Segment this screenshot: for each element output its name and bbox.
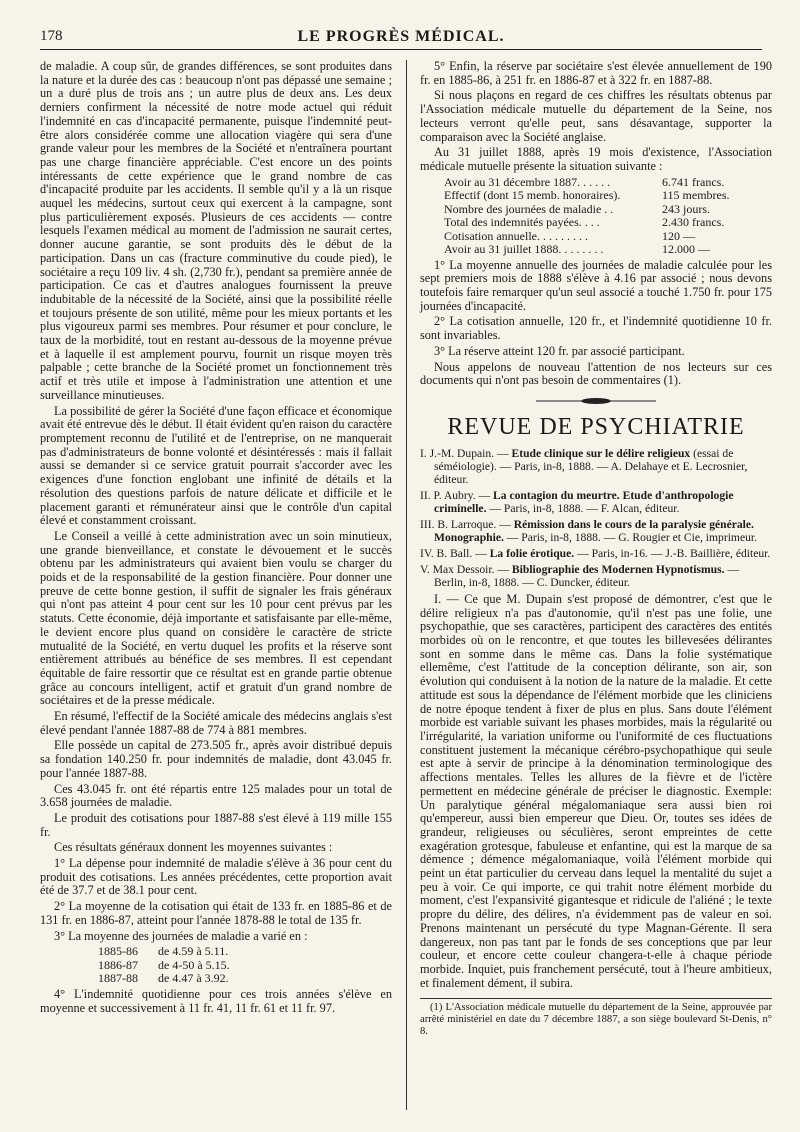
stat-value: 120 — (662, 228, 695, 243)
value-cell: de 4.59 à 5.11. (158, 944, 229, 959)
paragraph: 2° La cotisation annuelle, 120 fr., et l'indemnité quotidienne 10 fr. sont invariables. (420, 314, 772, 343)
paragraph: Ces 43.045 fr. ont été répartis entre 125 malades pour un total de 3.658 journées de maladie. (40, 781, 392, 810)
year-cell: 1886-87 (98, 957, 138, 972)
paragraph: 4° L'indemnité quotidienne pour ces trois années s'élève en moyenne et successivement à 11 fr. 41, 11 fr. 61 et 11 fr. 97. (40, 986, 392, 1015)
entry-publisher: — Berlin, in-8, 1888. — C. Duncker, éditeur. (434, 562, 740, 589)
entry-author: B. Larroque. (437, 517, 497, 531)
bibliography-entry: I. J.-M. Dupain. — Etude clinique sur le délire religieux (essai de séméiologie). — Paris, in-8, 1888. — A. Delahaye et E. Lecrosnier, éditeur. (420, 446, 748, 486)
paragraph: I. — Ce que M. Dupain s'est proposé de démontrer, c'est que le délire religieux n'a pas d'autonomie, qu'il n'est pas une folie, une psychopathie, que ses caractères, participent des caractères des entités morbides où on le rencontre, et que toutes les billevesées délirantes sont en somme dans le même cas. Dans la folie systématique ellemême, c'est l'attitude de la conception délirante, son air, son évolution qui conduisent à la notion de la nature de la maladie. Et cette attitude est sous la dépendance de l'élément morbide que les cliniciens de notre époque tendent à fixer de plus en plus. Sans doute l'élément morbide est variable suivant les phases morbides, mais la régularité ou l'irrégularité, la variation uniforme ou l'uniformité de ces fluctuations constituent justement la mécanique cérébro-psychopathique qui seule est apte à servir de principe à la dénomination terminologique des affections mentales. Telles les allures de la fièvre et de l'ictère permettent en médecine générale de préciser le diagnostic. Exemple: Un paralytique général mégalomaniaque sera aussi bien roi qu'empereur, aussi bien empereur que Dieu. Or, toutes ses idées de grandeur, religieuses ou séculières, seront empreintes de cette exagération grotesque, fabuleuse et enfantine, qui est la marque de sa démence ; démence mégalomaniaque, voilà l'élément morbide qui peint un état particulier du cerveau dans lequel la mentalité du sujet a peu à voir. Ce qui importe, ce qui trahit notre élément morbide du moment, c'est l'expansivité gigantesque et ridicule de l'aliéné ; le texte propre du délire, des délires, n'a évidemment pas de valeur en soi. Prenons maintenant un persécuté du type Magnan-Gérente. Il sera dangereux, non pas tant par le fonds de ses conceptions que par leur couleur, et encore cette couleur changera-t-elle à chaque période morbide. Inquiet, puis franchement persécuté, tout à l'heure ambitieux, et finalement dément, il subira. (420, 591, 772, 990)
entry-publisher: (essai de séméiologie). — Paris, in-8, 1888. — A. Delahaye et E. Lecrosnier, éditeur. (434, 446, 748, 486)
column-separator (406, 60, 407, 1110)
paragraph: Si nous plaçons en regard de ces chiffres les résultats obtenus par l'Association médicale mutuelle du département de la Seine, nos lecteurs verront qu'elle peut, sans désavantage, supporter la comparaison avec la Société anglaise. (420, 88, 772, 144)
year-cell: 1885-86 (98, 944, 138, 959)
entry-publisher: — Paris, in-8, 1888. — F. Alcan, éditeur. (489, 501, 680, 515)
bibliography-entry: IV. B. Ball. — La folie érotique. — Paris, in-16. — J.-B. Baillière, éditeur. (420, 546, 771, 560)
entry-number: IV. (420, 546, 434, 560)
table-row (98, 959, 392, 973)
paragraph: 3° La réserve atteint 120 fr. par associé participant. (434, 343, 685, 358)
entry-publisher: — Paris, in-8, 1888. — G. Rougier et Cie, imprimeur. (506, 530, 758, 544)
duration-table (98, 945, 392, 986)
paragraph: 3° La moyenne des journées de maladie a varié en : (54, 928, 308, 943)
paragraph: Elle possède un capital de 273.505 fr., après avoir distribué depuis sa fondation 140.250 fr. pour indemnités de maladie, dont 43.045 fr. pour l'année 1887-88. (40, 738, 392, 780)
stat-value: 2.430 francs. (662, 215, 725, 230)
stat-label: Effectif (dont 15 memb. honoraires). (444, 188, 621, 203)
entry-title: La contagion du meurtre. Etude d'anthropologie criminelle. (434, 488, 734, 515)
table-row (444, 176, 772, 190)
stat-value: 12.000 — (662, 242, 710, 257)
statistics-table (444, 176, 772, 257)
ornament-icon (536, 397, 656, 405)
entry-number: V. (420, 562, 430, 576)
entry-number: III. (420, 517, 435, 531)
section-title: REVUE DE PSYCHIATRIE (447, 413, 745, 440)
table-row (98, 972, 392, 986)
paragraph: Ces résultats généraux donnent les moyennes suivantes : (54, 840, 333, 855)
stat-label: Total des indemnités payées. . . . (444, 215, 600, 230)
paragraph: Au 31 juillet 1888, après 19 mois d'existence, l'Association médicale mutuelle présente la situation suivante : (420, 145, 772, 173)
paragraph: 1° La moyenne annuelle des journées de maladie calculée pour les sept premiers mois de 1888 s'élève à 4.16 par associé ; nous devons toutefois faire remarquer qu'un seul associé a touché 1.750 fr. pour 175 journées d'incapacité. (420, 257, 772, 313)
paragraph: 5° Enfin, la réserve par sociétaire s'est élevée annuellement de 190 fr. en 1885-86, à 251 fr. en 1886-87 et à 322 fr. en 1887-88. (420, 59, 772, 87)
table-row (444, 189, 772, 203)
left-column (40, 60, 392, 1017)
entry-title: Etude clinique sur le délire religieux (511, 446, 691, 460)
year-cell: 1887-88 (98, 971, 138, 986)
stat-value: 115 membres. (662, 188, 730, 203)
table-row (444, 203, 772, 217)
paragraph: La possibilité de gérer la Société d'une façon efficace et économique avait été entrevue dès le début. Il était évident qu'en raison du caractère promptement reconnu de l'utilité et de l'entreprise, on ne manquerait pas d'administrateurs de bonne volonté et désintéressés : mais il fallait aussi se demander si ce service gratuit pourrait s'accorder avec les exigences d'une fonction englobant une infinité de détails et la résolution des questions parfois de nature délicate et difficile et le placement garanti et rémunérateur ainsi que le contrôle d'un capital élevé et constamment croissant. (40, 403, 392, 528)
paragraph: Nous appelons de nouveau l'attention de nos lecteurs sur ces documents qui n'ont pas besoin de commentaires (1). (420, 359, 772, 388)
stat-label: Avoir au 31 décembre 1887. . . . . . (444, 174, 611, 189)
journal-title: LE PROGRÈS MÉDICAL. (297, 28, 505, 45)
paragraph: En résumé, l'effectif de la Société amicale des médecins anglais s'est élevé pendant l'année 1887-88 de 774 à 881 membres. (40, 709, 392, 737)
table-row (444, 216, 772, 230)
paragraph: Le Conseil a veillé à cette administration avec un soin minutieux, une grande bienveillance, et constate le dévouement et le succès obtenu par les administrateurs qui avaient bien voulu se charger du poids et de la responsabilité de la gestion financière. Pour donner une preuve de cette bonne gestion, il suffit de signaler les frais généraux qui n'ont pas atteint 4 pour cent sur les 10 pour cent prévus par les statuts. Cette économie, déjà importante et satisfaisante par elle-même, le devient encore plus quand on considère le caractère de stricte mutualité de la Société, en vertu duquel les profits et la réserve sont entièrement attribués au bénéfice de ses membres. Il est cependant équitable de faire ressortir que ce résultat est en grande partie obtenue grâce au concours intelligent, actif et gratuit d'un grand nombre de sociétaires et de la presse médicale. (40, 528, 392, 708)
entry-author: Max Dessoir. (432, 562, 495, 576)
entry-title: Rémission dans le cours de la paralysie générale. Monographie. (434, 517, 754, 544)
paragraph: Le produit des cotisations pour 1887-88 s'est élevé à 119 mille 155 fr. (40, 810, 392, 839)
header-rule (40, 49, 762, 50)
page-number: 178 (40, 28, 63, 44)
entry-title: Bibliographie des Modernen Hypnotismus. (511, 562, 725, 576)
table-row (444, 243, 772, 257)
entry-author: B. Ball. (436, 546, 473, 560)
stat-label: Cotisation annuelle. . . . . . . . . (444, 228, 588, 243)
footnote: (1) L'Association médicale mutuelle du département de la Seine, approuvée par arrêté ministériel en date du 7 décembre 1887, a son siège boulevard St-Denis, n° 8. (420, 1002, 772, 1038)
value-cell: de 4.47 à 3.92. (158, 971, 229, 986)
entry-title: La folie érotique. (489, 546, 575, 560)
right-column (420, 60, 772, 1038)
paragraph: 2° La moyenne de la cotisation qui était de 133 fr. en 1885-86 et de 131 fr. en 1886-87, atteint pour l'année 1878-88 le total de 135 fr. (40, 899, 392, 927)
footnote-rule (420, 998, 772, 999)
page-header (40, 28, 762, 48)
value-cell: de 4-50 à 5.15. (158, 957, 230, 972)
bibliography-entry: V. Max Dessoir. — Bibliographie des Modernen Hypnotismus. — Berlin, in-8, 1888. — C. Duncker, éditeur. (420, 562, 740, 589)
bibliography-entry: II. P. Aubry. — La contagion du meurtre. Etude d'anthropologie criminelle. — Paris, in-8, 1888. — F. Alcan, éditeur. (420, 488, 734, 515)
table-row (98, 945, 392, 959)
ornament-divider (420, 394, 772, 410)
entry-number: I. (420, 446, 427, 460)
entry-author: P. Aubry. (433, 488, 476, 502)
stat-value: 243 jours. (662, 201, 710, 216)
paragraph: de maladie. A coup sûr, de grandes différences, se sont produites dans la nature et la durée des cas : beaucoup n'ont pas dépassé une semaine ; un a duré plus de trois ans ; un autre plus de deux ans. Les deux derniers confirment la nécessité de notre mode actuel qui réduit l'indemnité en cas d'incapacité permanente, puisque l'indemnité peut-être alors considérée comme une allocation viagère qui sera d'une grande valeur pour les membres de la Société et n'entraînera pourtant pas une charge financière appréciable. C'est encore un des points intéressants de cette expérience que le grand nombre de cas d'incapacité produite par les accidents. Il semble qu'il y a là un risque auquel les médecins, surtout ceux qui exercent à la campagne, sont plus particulièrement exposés. Plusieurs de ces accidents — contre lesquels l'examen médical au moment de l'admission ne saurait certes, donner aucune garantie, se sont produits dès le début de la participation. Dans un cas (fracture comminutive du coude pied), le sociétaire a reçu 109 liv. 4 sh. (2,730 fr.), pendant sa première année de participation. Ce cas et d'autres analogues fournissent la preuve indubitable de la nécessité de la Société, ainsi que la possibilité réelle et toujours présente de son utilité, même pour les mieux portants et les plus vigoureux parmi ses membres. Pour résumer et pour conclure, le taux de la morbidité, tout en restant au-dessous de la moyenne prévue et à laquelle il est amplement pourvu, fournit un risque moyen très palpable ; cette branche de la Société promet un fonctionnement très actif et très utile et impose à l'administration une attention et une surveillance minutieuses. (40, 59, 392, 402)
table-row (444, 230, 772, 244)
bibliography-entry: III. B. Larroque. — Rémission dans le cours de la paralysie générale. Monographie. — Paris, in-8, 1888. — G. Rougier et Cie, imprimeur. (420, 517, 758, 544)
entry-author: J.-M. Dupain. (429, 446, 495, 460)
stat-label: Nombre des journées de maladie . . (444, 201, 614, 216)
entry-number: II. (420, 488, 431, 502)
paragraph: 1° La dépense pour indemnité de maladie s'élève à 36 pour cent du produit des cotisations. Les années précédentes, cette proportion avait été de 37.7 et de 38.1 pour cent. (40, 856, 392, 898)
entry-publisher: — Paris, in-16. — J.-B. Baillière, éditeur. (577, 546, 771, 560)
stat-label: Avoir au 31 juillet 1888. . . . . . . . (444, 242, 604, 257)
stat-value: 6.741 francs. (662, 174, 725, 189)
